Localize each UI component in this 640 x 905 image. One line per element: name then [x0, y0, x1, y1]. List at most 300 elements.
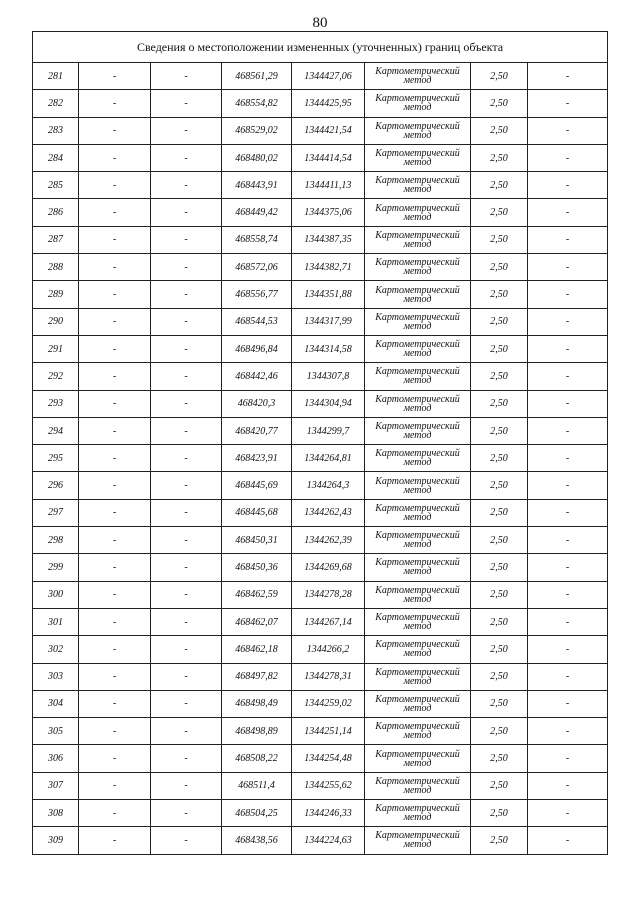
empty-cell: -	[528, 827, 608, 854]
table-row	[33, 772, 608, 799]
method-line-1: Картометрический	[375, 66, 460, 78]
point-number-cell: 299	[33, 554, 79, 581]
point-number-cell: 295	[33, 445, 79, 472]
point-number-cell: 303	[33, 663, 79, 690]
point-number-cell: 289	[33, 281, 79, 308]
empty-cell: -	[151, 144, 222, 171]
y-coordinate-cell: 1344425,95	[292, 90, 365, 117]
empty-cell: -	[528, 772, 608, 799]
method-line-2: метод	[403, 593, 432, 605]
x-coordinate-cell: 468442,46	[222, 363, 292, 390]
method-cell	[365, 499, 471, 526]
point-number-cell: 298	[33, 527, 79, 554]
x-coordinate-cell: 468445,68	[222, 499, 292, 526]
point-number-cell: 287	[33, 226, 79, 253]
y-coordinate-cell: 1344307,8	[292, 363, 365, 390]
y-coordinate-cell: 1344267,14	[292, 608, 365, 635]
accuracy-cell: 2,50	[471, 472, 528, 499]
table-row	[33, 281, 608, 308]
method-line-1: Картометрический	[375, 775, 460, 787]
method-line-1: Картометрический	[375, 339, 460, 351]
method-line-1: Картометрический	[375, 229, 460, 241]
x-coordinate-cell: 468498,49	[222, 690, 292, 717]
empty-cell: -	[79, 636, 151, 663]
y-coordinate-cell: 1344375,06	[292, 199, 365, 226]
empty-cell: -	[528, 499, 608, 526]
empty-cell: -	[528, 172, 608, 199]
table-row	[33, 117, 608, 144]
empty-cell: -	[151, 636, 222, 663]
method-line-2: метод	[403, 511, 432, 523]
method-line-2: метод	[403, 812, 432, 824]
empty-cell: -	[151, 445, 222, 472]
empty-cell: -	[528, 226, 608, 253]
y-coordinate-cell: 1344278,28	[292, 581, 365, 608]
empty-cell: -	[528, 417, 608, 444]
table-row	[33, 63, 608, 90]
method-cell	[365, 308, 471, 335]
accuracy-cell: 2,50	[471, 636, 528, 663]
empty-cell: -	[151, 472, 222, 499]
point-number-cell: 286	[33, 199, 79, 226]
empty-cell: -	[79, 472, 151, 499]
x-coordinate-cell: 468554,82	[222, 90, 292, 117]
empty-cell: -	[151, 690, 222, 717]
table-row	[33, 663, 608, 690]
accuracy-cell: 2,50	[471, 117, 528, 144]
accuracy-cell: 2,50	[471, 499, 528, 526]
method-line-2: метод	[403, 266, 432, 278]
point-number-cell: 291	[33, 335, 79, 362]
empty-cell: -	[528, 117, 608, 144]
x-coordinate-cell: 468558,74	[222, 226, 292, 253]
empty-cell: -	[151, 718, 222, 745]
point-number-cell: 281	[33, 63, 79, 90]
point-number-cell: 288	[33, 254, 79, 281]
method-line-2: метод	[403, 293, 432, 305]
empty-cell: -	[79, 281, 151, 308]
method-cell	[365, 636, 471, 663]
accuracy-cell: 2,50	[471, 800, 528, 827]
empty-cell: -	[151, 554, 222, 581]
table-row	[33, 90, 608, 117]
page-number: 80	[312, 15, 328, 31]
method-cell	[365, 827, 471, 854]
table-row	[33, 554, 608, 581]
table-row	[33, 417, 608, 444]
table-row	[33, 199, 608, 226]
method-cell	[365, 363, 471, 390]
accuracy-cell: 2,50	[471, 90, 528, 117]
method-line-1: Картометрический	[375, 502, 460, 514]
empty-cell: -	[528, 745, 608, 772]
method-line-1: Картометрический	[375, 284, 460, 296]
accuracy-cell: 2,50	[471, 199, 528, 226]
method-line-2: метод	[403, 757, 432, 769]
empty-cell: -	[151, 608, 222, 635]
method-line-1: Картометрический	[375, 311, 460, 323]
point-number-cell: 292	[33, 363, 79, 390]
empty-cell: -	[528, 90, 608, 117]
method-line-1: Картометрический	[375, 148, 460, 160]
empty-cell: -	[79, 608, 151, 635]
empty-cell: -	[528, 308, 608, 335]
y-coordinate-cell: 1344299,7	[292, 417, 365, 444]
x-coordinate-cell: 468497,82	[222, 663, 292, 690]
empty-cell: -	[528, 554, 608, 581]
empty-cell: -	[151, 827, 222, 854]
x-coordinate-cell: 468445,69	[222, 472, 292, 499]
method-line-2: метод	[403, 457, 432, 469]
method-line-1: Картометрический	[375, 366, 460, 378]
x-coordinate-cell: 468556,77	[222, 281, 292, 308]
method-line-2: метод	[403, 211, 432, 223]
empty-cell: -	[528, 718, 608, 745]
method-line-2: метод	[403, 348, 432, 360]
method-cell	[365, 527, 471, 554]
method-cell	[365, 144, 471, 171]
point-number-cell: 307	[33, 772, 79, 799]
method-cell	[365, 172, 471, 199]
point-number-cell: 309	[33, 827, 79, 854]
empty-cell: -	[528, 608, 608, 635]
x-coordinate-cell: 468438,56	[222, 827, 292, 854]
y-coordinate-cell: 1344387,35	[292, 226, 365, 253]
method-line-1: Картометрический	[375, 693, 460, 705]
table-row	[33, 527, 608, 554]
method-line-2: метод	[403, 184, 432, 196]
accuracy-cell: 2,50	[471, 690, 528, 717]
table-title-row	[33, 32, 608, 63]
empty-cell: -	[79, 800, 151, 827]
method-cell	[365, 772, 471, 799]
empty-cell: -	[528, 281, 608, 308]
empty-cell: -	[79, 827, 151, 854]
y-coordinate-cell: 1344254,48	[292, 745, 365, 772]
method-cell	[365, 608, 471, 635]
method-line-1: Картометрический	[375, 257, 460, 269]
accuracy-cell: 2,50	[471, 608, 528, 635]
y-coordinate-cell: 1344224,63	[292, 827, 365, 854]
empty-cell: -	[528, 363, 608, 390]
accuracy-cell: 2,50	[471, 554, 528, 581]
point-number-cell: 296	[33, 472, 79, 499]
accuracy-cell: 2,50	[471, 445, 528, 472]
table-row	[33, 363, 608, 390]
point-number-cell: 285	[33, 172, 79, 199]
empty-cell: -	[528, 527, 608, 554]
y-coordinate-cell: 1344278,31	[292, 663, 365, 690]
y-coordinate-cell: 1344255,62	[292, 772, 365, 799]
empty-cell: -	[79, 172, 151, 199]
empty-cell: -	[151, 172, 222, 199]
y-coordinate-cell: 1344382,71	[292, 254, 365, 281]
empty-cell: -	[151, 335, 222, 362]
point-number-cell: 294	[33, 417, 79, 444]
method-line-1: Картометрический	[375, 175, 460, 187]
method-cell	[365, 254, 471, 281]
empty-cell: -	[79, 63, 151, 90]
method-line-2: метод	[403, 238, 432, 250]
x-coordinate-cell: 468462,07	[222, 608, 292, 635]
empty-cell: -	[528, 335, 608, 362]
empty-cell: -	[79, 363, 151, 390]
point-number-cell: 302	[33, 636, 79, 663]
accuracy-cell: 2,50	[471, 527, 528, 554]
empty-cell: -	[151, 226, 222, 253]
accuracy-cell: 2,50	[471, 417, 528, 444]
y-coordinate-cell: 1344259,02	[292, 690, 365, 717]
empty-cell: -	[79, 772, 151, 799]
x-coordinate-cell: 468504,25	[222, 800, 292, 827]
empty-cell: -	[79, 417, 151, 444]
method-cell	[365, 226, 471, 253]
empty-cell: -	[528, 254, 608, 281]
empty-cell: -	[528, 63, 608, 90]
empty-cell: -	[528, 472, 608, 499]
empty-cell: -	[79, 554, 151, 581]
point-number-cell: 305	[33, 718, 79, 745]
empty-cell: -	[79, 663, 151, 690]
method-line-2: метод	[403, 566, 432, 578]
table-row	[33, 335, 608, 362]
empty-cell: -	[151, 63, 222, 90]
accuracy-cell: 2,50	[471, 226, 528, 253]
empty-cell: -	[528, 390, 608, 417]
y-coordinate-cell: 1344251,14	[292, 718, 365, 745]
point-number-cell: 297	[33, 499, 79, 526]
x-coordinate-cell: 468443,91	[222, 172, 292, 199]
point-number-cell: 290	[33, 308, 79, 335]
method-cell	[365, 63, 471, 90]
table-row	[33, 226, 608, 253]
empty-cell: -	[79, 144, 151, 171]
method-line-1: Картометрический	[375, 93, 460, 105]
x-coordinate-cell: 468450,36	[222, 554, 292, 581]
method-line-2: метод	[403, 648, 432, 660]
method-cell	[365, 472, 471, 499]
empty-cell: -	[151, 363, 222, 390]
y-coordinate-cell: 1344314,58	[292, 335, 365, 362]
empty-cell: -	[528, 663, 608, 690]
empty-cell: -	[79, 254, 151, 281]
method-line-1: Картометрический	[375, 748, 460, 760]
x-coordinate-cell: 468496,84	[222, 335, 292, 362]
empty-cell: -	[79, 499, 151, 526]
method-line-1: Картометрический	[375, 612, 460, 624]
method-line-2: метод	[403, 784, 432, 796]
y-coordinate-cell: 1344269,68	[292, 554, 365, 581]
accuracy-cell: 2,50	[471, 772, 528, 799]
boundary-coordinates-table	[32, 31, 608, 855]
y-coordinate-cell: 1344304,94	[292, 390, 365, 417]
x-coordinate-cell: 468544,53	[222, 308, 292, 335]
table-row	[33, 800, 608, 827]
empty-cell: -	[79, 718, 151, 745]
empty-cell: -	[79, 90, 151, 117]
x-coordinate-cell: 468511,4	[222, 772, 292, 799]
y-coordinate-cell: 1344266,2	[292, 636, 365, 663]
method-line-2: метод	[403, 675, 432, 687]
y-coordinate-cell: 1344264,3	[292, 472, 365, 499]
method-cell	[365, 390, 471, 417]
method-line-2: метод	[403, 430, 432, 441]
x-coordinate-cell: 468561,29	[222, 63, 292, 90]
y-coordinate-cell: 1344421,54	[292, 117, 365, 144]
x-coordinate-cell: 468508,22	[222, 745, 292, 772]
method-line-2: метод	[403, 539, 432, 551]
empty-cell: -	[151, 90, 222, 117]
x-coordinate-cell: 468420,3	[222, 390, 292, 417]
method-cell	[365, 663, 471, 690]
method-line-2: метод	[403, 402, 432, 414]
empty-cell: -	[151, 745, 222, 772]
method-cell	[365, 417, 471, 444]
method-line-2: метод	[403, 484, 432, 496]
table-row	[33, 472, 608, 499]
empty-cell: -	[151, 581, 222, 608]
empty-cell: -	[528, 636, 608, 663]
empty-cell: -	[151, 254, 222, 281]
empty-cell: -	[79, 390, 151, 417]
empty-cell: -	[151, 499, 222, 526]
method-line-1: Картометрический	[375, 639, 460, 651]
accuracy-cell: 2,50	[471, 390, 528, 417]
method-cell	[365, 117, 471, 144]
empty-cell: -	[79, 335, 151, 362]
method-line-2: метод	[403, 375, 432, 387]
point-number-cell: 301	[33, 608, 79, 635]
table-row	[33, 144, 608, 171]
point-number-cell: 306	[33, 745, 79, 772]
method-line-2: метод	[403, 839, 432, 851]
empty-cell: -	[151, 199, 222, 226]
method-line-2: метод	[403, 75, 432, 87]
method-line-1: Картометрический	[375, 803, 460, 815]
x-coordinate-cell: 468423,91	[222, 445, 292, 472]
table-row	[33, 827, 608, 854]
method-cell	[365, 581, 471, 608]
method-line-2: метод	[403, 730, 432, 742]
empty-cell: -	[79, 226, 151, 253]
method-cell	[365, 800, 471, 827]
method-line-1: Картометрический	[375, 448, 460, 460]
accuracy-cell: 2,50	[471, 363, 528, 390]
method-line-2: метод	[403, 157, 432, 169]
table-row	[33, 608, 608, 635]
point-number-cell: 300	[33, 581, 79, 608]
accuracy-cell: 2,50	[471, 718, 528, 745]
method-cell	[365, 745, 471, 772]
accuracy-cell: 2,50	[471, 827, 528, 854]
accuracy-cell: 2,50	[471, 335, 528, 362]
method-cell	[365, 199, 471, 226]
point-number-cell: 282	[33, 90, 79, 117]
y-coordinate-cell: 1344351,88	[292, 281, 365, 308]
method-line-2: метод	[403, 129, 432, 141]
method-line-1: Картометрический	[375, 557, 460, 569]
table-row	[33, 172, 608, 199]
method-cell	[365, 281, 471, 308]
table-row	[33, 581, 608, 608]
empty-cell: -	[151, 800, 222, 827]
point-number-cell: 293	[33, 390, 79, 417]
empty-cell: -	[528, 581, 608, 608]
empty-cell: -	[528, 445, 608, 472]
accuracy-cell: 2,50	[471, 172, 528, 199]
y-coordinate-cell: 1344246,33	[292, 800, 365, 827]
empty-cell: -	[528, 199, 608, 226]
method-line-2: метод	[403, 102, 432, 114]
method-line-1: Картометрический	[375, 721, 460, 733]
table-title: Сведения о местоположении измененных (уточненных) границ объекта	[33, 32, 608, 63]
method-line-2: метод	[403, 320, 432, 332]
table-row	[33, 499, 608, 526]
empty-cell: -	[528, 144, 608, 171]
empty-cell: -	[79, 690, 151, 717]
method-line-1: Картометрический	[375, 584, 460, 596]
x-coordinate-cell: 468462,59	[222, 581, 292, 608]
method-cell	[365, 90, 471, 117]
method-line-2: метод	[403, 621, 432, 633]
y-coordinate-cell: 1344264,81	[292, 445, 365, 472]
empty-cell: -	[79, 745, 151, 772]
x-coordinate-cell: 468480,02	[222, 144, 292, 171]
x-coordinate-cell: 468529,02	[222, 117, 292, 144]
empty-cell: -	[79, 308, 151, 335]
x-coordinate-cell: 468420,77	[222, 417, 292, 444]
method-line-1: Картометрический	[375, 830, 460, 842]
accuracy-cell: 2,50	[471, 745, 528, 772]
accuracy-cell: 2,50	[471, 63, 528, 90]
method-cell	[365, 335, 471, 362]
y-coordinate-cell: 1344317,99	[292, 308, 365, 335]
method-line-1: Картометрический	[375, 530, 460, 542]
x-coordinate-cell: 468462,18	[222, 636, 292, 663]
x-coordinate-cell: 468572,06	[222, 254, 292, 281]
point-number-cell: 283	[33, 117, 79, 144]
method-line-2: метод	[403, 702, 432, 714]
empty-cell: -	[151, 117, 222, 144]
table-row	[33, 718, 608, 745]
empty-cell: -	[528, 800, 608, 827]
y-coordinate-cell: 1344427,06	[292, 63, 365, 90]
empty-cell: -	[151, 772, 222, 799]
empty-cell: -	[79, 527, 151, 554]
method-cell	[365, 718, 471, 745]
y-coordinate-cell: 1344262,39	[292, 527, 365, 554]
point-number-cell: 304	[33, 690, 79, 717]
point-number-cell: 308	[33, 800, 79, 827]
accuracy-cell: 2,50	[471, 581, 528, 608]
method-cell	[365, 554, 471, 581]
x-coordinate-cell: 468498,89	[222, 718, 292, 745]
y-coordinate-cell: 1344411,13	[292, 172, 365, 199]
method-cell	[365, 445, 471, 472]
accuracy-cell: 2,50	[471, 144, 528, 171]
table-row	[33, 390, 608, 417]
empty-cell: -	[79, 199, 151, 226]
point-number-cell: 284	[33, 144, 79, 171]
empty-cell: -	[151, 417, 222, 444]
empty-cell: -	[151, 390, 222, 417]
method-line-1: Картометрический	[375, 475, 460, 487]
empty-cell: -	[79, 117, 151, 144]
empty-cell: -	[151, 281, 222, 308]
table-row	[33, 690, 608, 717]
y-coordinate-cell: 1344262,43	[292, 499, 365, 526]
empty-cell: -	[151, 527, 222, 554]
